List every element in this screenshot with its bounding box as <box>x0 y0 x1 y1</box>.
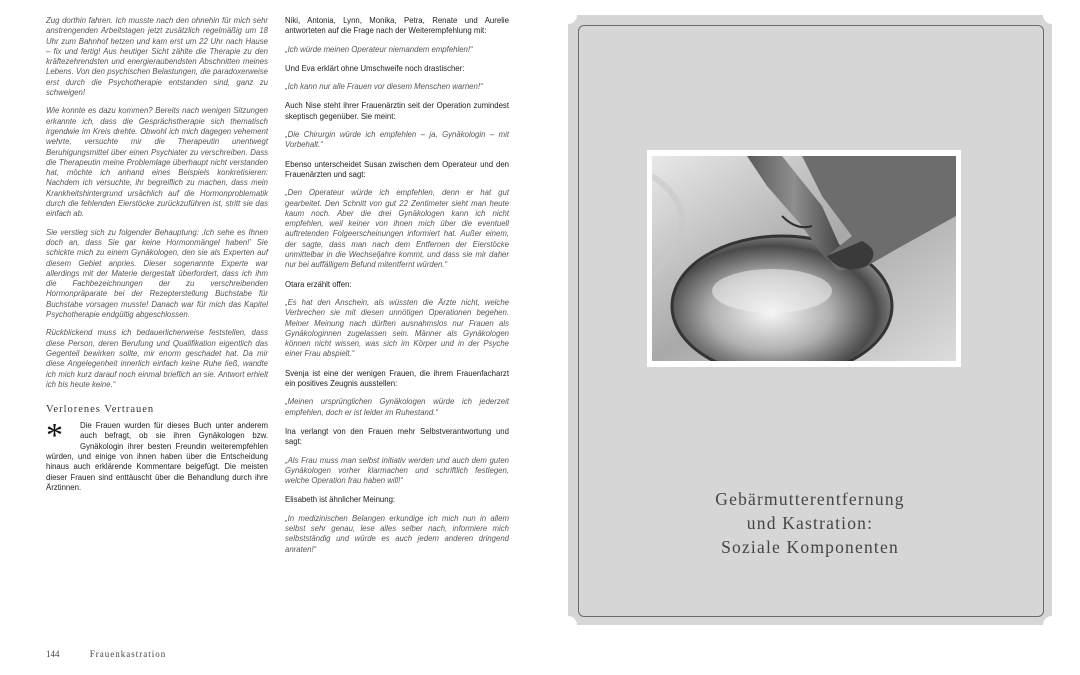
paragraph <box>46 417 268 493</box>
page-number: 144 <box>46 649 60 659</box>
quote: „In medizinischen Belangen erkundige ich mich nun in allem selbst sehr genau, lese alles selber nach, informiere mich selbstständig und würde es auch jedem anderen dringend anraten!“ <box>285 513 509 554</box>
quote: „Es hat den Anschein, als wüssten die Ärzte nicht, welche Verbrechen sie mit diesen unnötigen Operationen begehen. Meiner Meinung nach dürften ausnahmslos nur Frauen als Gynäkologinnen zugelassen sein. Männer als Gynäkologen können nicht wissen, was sich im Körper und in der Psyche einer Frau abspielt.“ <box>285 297 509 359</box>
quote: „Als Frau muss man selbst initiativ werden und auch dem guten Gynäkologen vorher klarmachen und schriftlich festlegen, welche Operation frau haben will!“ <box>285 455 509 486</box>
paragraph: Zug dorthin fahren. Ich musste nach den ohnehin für mich sehr anstrengenden Arbeitstagen jetzt zusätzlich regelmäßig um 18 Uhr zum Bahnhof hetzen und kam erst um 22 Uhr nach Hause – fix und fertig! Aus heutiger Sicht zählte die Therapie zu den kräftezehrendsten und energieraubendsten Abschnitten meines Lebens. Von den psychischen Belastungen, die paradoxerweise erst durch die Psychotherapie entstanden sind, ganz zu schweigen! <box>46 16 268 98</box>
plate-corner <box>559 616 577 634</box>
chapter-title <box>640 487 980 559</box>
paragraph-text: Die Frauen wurden für dieses Buch unter anderem auch befragt, ob sie ihren Gynäkologen bzw. Gynäkologin ihrer besten Freundin weiterempfehlen würden, und einige von ihnen haben über die Entscheidung hinaus auch erklärende Kommentare beigefügt. Die meisten dieser Frauen sind enttäuscht über die Behandlung durch ihre Ärztinnen. <box>46 421 268 492</box>
plate-corner <box>559 6 577 24</box>
quote: „Die Chirurgin würde ich empfehlen – ja, Gynäkologin – mit Vorbehalt.“ <box>285 130 509 150</box>
paragraph: Sie verstieg sich zu folgender Behauptung: ‚Ich sehe es Ihnen doch an, dass Sie gar keine Hormonmängel haben!' Sie schickte mich zu einem Gynäkologen, den sie als Experten auf diesem Gebiet anpries. Dieser sogenannte Experte war allerdings mit der Materie dergestalt überfordert, dass ich ihm die Fachbezeichnungen der zu verschreibenden Hormonpräparate bei der Rezepterstellung Buchstabe für Buchstabe vorsagen musste! Danach war für mich das Kapitel Psychotherapie endgültig abgeschlossen. <box>46 227 268 320</box>
quote: „Ich kann nur alle Frauen vor diesem Menschen warnen!“ <box>285 82 483 92</box>
paragraph: Rückblickend muss ich bedauerlicherweise feststellen, dass diese Person, deren Berufung und Qualifikation eigentlich das Gegenteil bewirken sollte, mir enorm geschadet hat. Da mir diese Angelegenheit innerlich einfach keine Ruhe ließ, wandte ich mich kurz darauf noch einmal brieflich an sie. Antwort erhielt ich bis heute keine.“ <box>46 328 268 389</box>
quote: „Den Operateur würde ich empfehlen, denn er hat gut gearbeitet. Den Schnitt von gut 22 Zentimeter sieht man heute kaum noch. Aber die drei Gynäkologen kann ich nicht empfehlen, weil keiner von ihnen mich über die eventuell auftretenden Folgeerscheinungen informiert hat. Außer einem, der sagte, dass man nach dem Entfernen der Eierstöcke unmittelbar in die Wechseljahre kommt, und dass sie mir daher nur bei auffälligem Befund mitentfernt würden.“ <box>285 188 509 270</box>
intro-text: Ebenso unterscheidet Susan zwischen dem Operateur und den Frauenärzten und sagt: <box>285 159 509 179</box>
chapter-title-line: und Kastration: <box>746 513 874 533</box>
quote: „Ich würde meinen Operateur niemandem empfehlen!“ <box>285 44 473 54</box>
plate-corner <box>1043 6 1061 24</box>
plate-corner <box>1043 616 1061 634</box>
hand-on-glass-photo <box>652 156 956 361</box>
paragraph: Wie konnte es dazu kommen? Bereits nach wenigen Sitzungen erkannte ich, dass die Gesprächstherapie sich thematisch irgendwie im Kreis drehte. Obwohl ich mich dagegen vehement wehrte, versuchte mir die Therapeutin unentwegt Beruhigungsmittel über einen Psychiater zu verschreiben. Dass die Therapeutin meine Problemlage überhaupt nicht verstanden hat, möchte ich anhand eines Beispiels konkretisieren: Nachdem ich versuchte, ihr begreiflich zu machen, dass mein Krankheitshintergrund ursächlich auf die Hormonproblematik durch die fehlenden Eierstöcke zurückzuführen ist, stritt sie das einfach ab. <box>46 106 268 219</box>
right-column <box>285 16 509 564</box>
intro-text: Niki, Antonia, Lynn, Monika, Petra, Renate und Aurelie antworteten auf die Frage nach der Weiterempfehlung mit: <box>285 16 509 36</box>
chapter-title-line: Soziale Komponenten <box>721 537 899 557</box>
intro-text: Svenja ist eine der wenigen Frauen, die ihrem Frauenfacharzt ein positives Zeugnis ausstellen: <box>285 368 509 389</box>
photo-illustration <box>652 156 956 361</box>
chapter-title-line: Gebärmutterentfernung <box>715 489 905 509</box>
running-title: Frauenkastration <box>89 649 167 659</box>
asterisk-ornament: * <box>46 417 63 455</box>
section-heading: Verlorenes Vertrauen <box>46 404 155 416</box>
intro-text: Otara erzählt offen: <box>285 279 352 289</box>
quote: „Meinen ursprünglichen Gynäkologen würde ich jederzeit empfehlen, doch er ist leider im Ruhestand.“ <box>285 397 509 417</box>
left-column <box>46 16 268 501</box>
intro-text: Und Eva erklärt ohne Umschweife noch drastischer: <box>285 63 465 73</box>
intro-text: Auch Nise steht ihrer Frauenärztin seit der Operation zumindest skeptisch gegenüber. Sie meint: <box>285 101 509 121</box>
intro-text: Elisabeth ist ähnlicher Meinung: <box>285 495 396 505</box>
intro-text: Ina verlangt von den Frauen mehr Selbstverantwortung und sagt: <box>285 426 509 447</box>
page-footer <box>46 649 166 659</box>
